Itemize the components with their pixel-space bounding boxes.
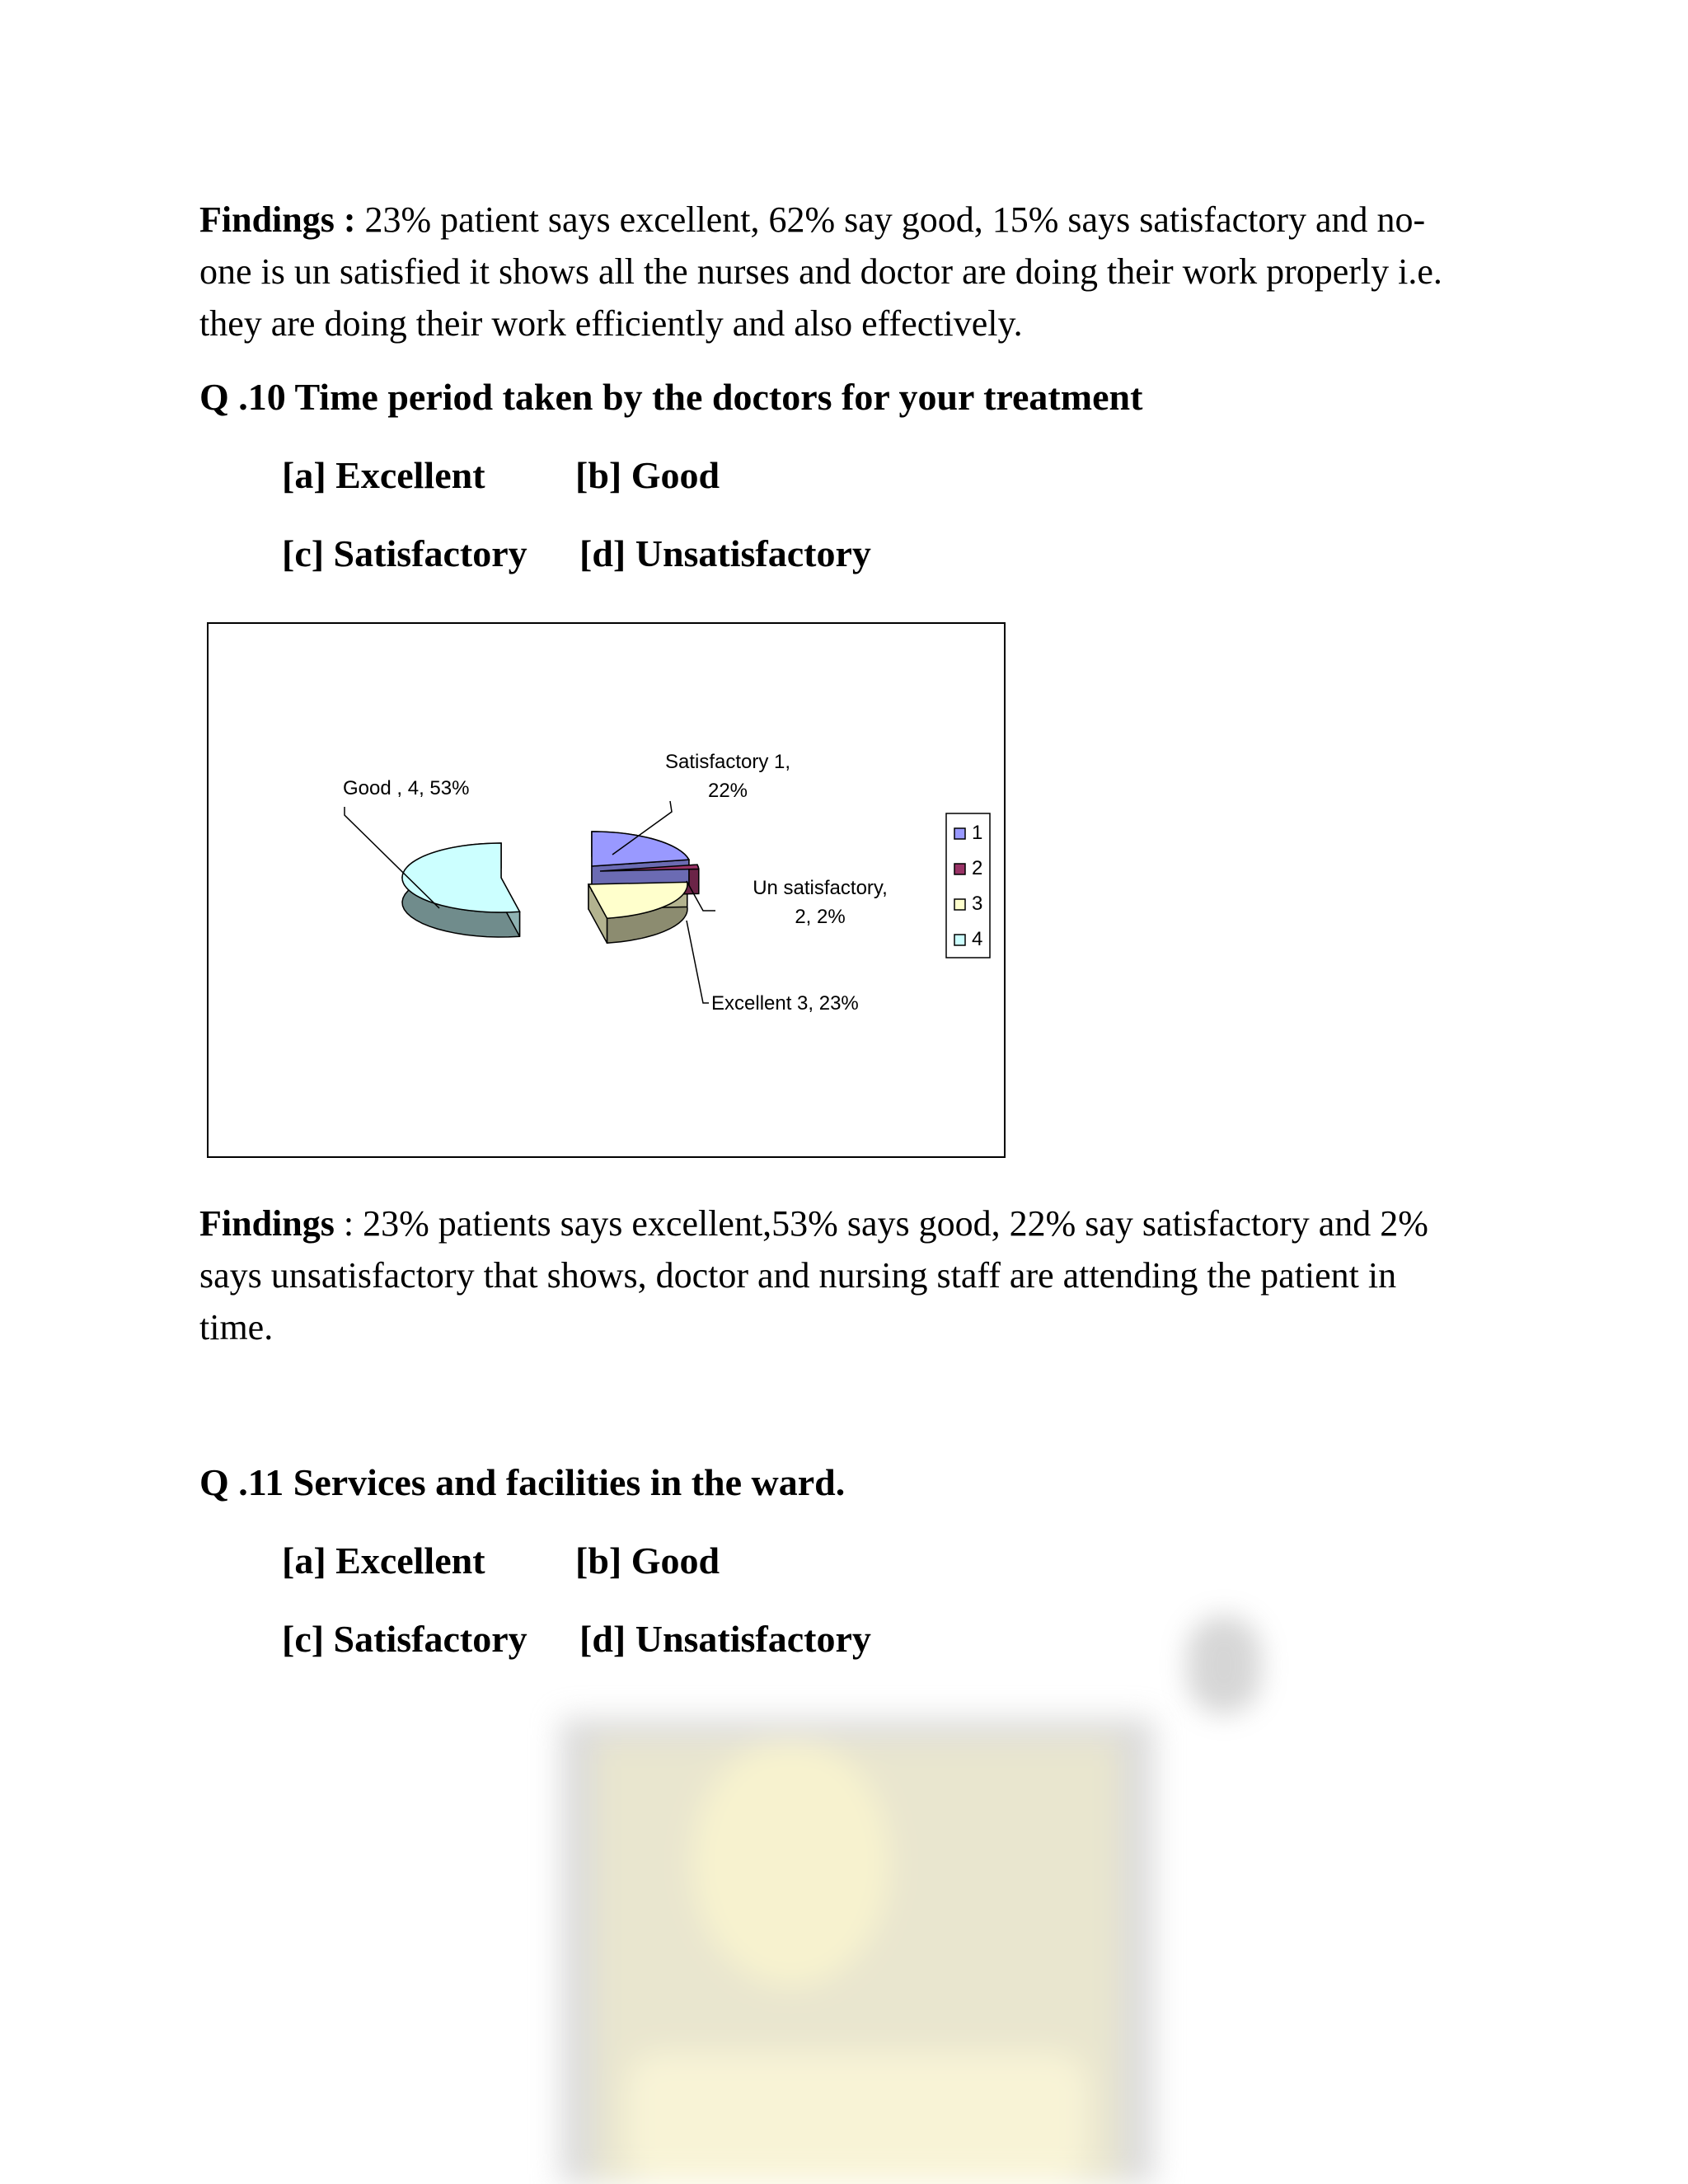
- findings-label: Findings: [199, 1203, 335, 1244]
- q11-option-d: [d] Unsatisfactory: [579, 1618, 871, 1660]
- findings-text: : 23% patients says excellent,53% says good, 22% say satisfactory and 2% says unsatisfactory that shows, doctor and nursing staff are attending the patient in time.: [199, 1203, 1428, 1347]
- legend-label-3: 3: [972, 893, 983, 915]
- legend-swatch-3: [954, 899, 965, 910]
- q10-option-a: [a] Excellent: [282, 454, 485, 496]
- legend-box: [946, 813, 990, 958]
- data-label-2: 2, 2%: [795, 906, 846, 928]
- pie-chart: [207, 622, 1006, 1158]
- legend-swatch-1: [954, 828, 965, 839]
- data-label-2: Un satisfactory,: [753, 877, 888, 899]
- data-label-3: Excellent 3, 23%: [711, 992, 859, 1015]
- leader-line-3: [687, 921, 709, 1003]
- q10-option-d: [d] Unsatisfactory: [579, 532, 871, 574]
- legend-swatch-4: [954, 935, 965, 945]
- q11-option-c: [c] Satisfactory: [282, 1618, 528, 1660]
- legend-label-1: 1: [972, 822, 983, 844]
- pie-chart-svg: [209, 624, 1007, 1160]
- findings-text: 23% patient says excellent, 62% say good, 15% says satisfactory and no-one is un satisfied it shows all the nurses and doctor are doing their work properly i.e. they are doing their work efficiently and also effectively.: [199, 199, 1442, 344]
- data-label-1: Satisfactory 1,: [664, 751, 791, 773]
- q11-option-b: [b] Good: [575, 1540, 720, 1582]
- data-label-4: Good , 4, 53%: [343, 777, 470, 799]
- findings-paragraph-2: [199, 1197, 1469, 1353]
- q10-option-c: [c] Satisfactory: [282, 532, 528, 574]
- blurred-graphic: [1187, 1615, 1261, 1714]
- question-10-title: Q .10 Time period taken by the doctors for your treatment: [199, 376, 1143, 418]
- q11-option-a: [a] Excellent: [282, 1540, 485, 1582]
- legend-label-2: 2: [972, 857, 983, 879]
- q10-option-b: [b] Good: [575, 454, 720, 496]
- blurred-pie-image: [544, 1706, 1170, 2184]
- pie-slice-1: [592, 832, 689, 866]
- findings-paragraph-1: [199, 194, 1469, 349]
- findings-label: Findings :: [199, 199, 356, 240]
- question-11-title: Q .11 Services and facilities in the ward.: [199, 1461, 846, 1503]
- legend-label-4: 4: [972, 928, 983, 950]
- data-label-1: 22%: [707, 780, 748, 802]
- legend-swatch-2: [954, 864, 965, 874]
